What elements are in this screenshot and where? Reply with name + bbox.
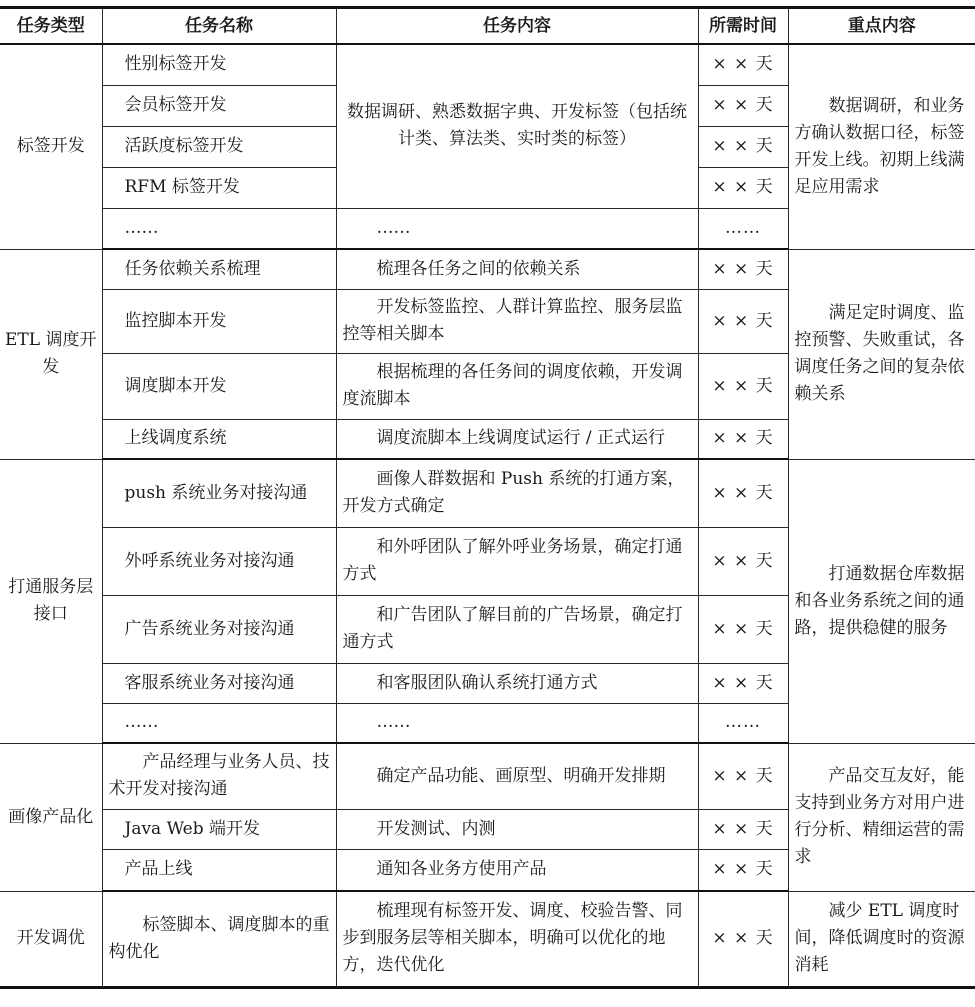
task-name-cell: RFM 标签开发 bbox=[102, 167, 336, 208]
task-name-cell: 活跃度标签开发 bbox=[102, 126, 336, 167]
task-content-cell: 和广告团队了解目前的广告场景，确定打通方式 bbox=[336, 595, 698, 663]
task-content-cell: …… bbox=[336, 208, 698, 249]
task-content-cell: 通知各业务方使用产品 bbox=[336, 849, 698, 891]
task-name-cell: 会员标签开发 bbox=[102, 85, 336, 126]
task-name-cell: push 系统业务对接沟通 bbox=[102, 459, 336, 527]
table-row bbox=[0, 891, 975, 987]
task-time-cell: × × 天 bbox=[698, 249, 788, 289]
task-time-cell: × × 天 bbox=[698, 126, 788, 167]
task-time-cell: × × 天 bbox=[698, 459, 788, 527]
task-name-cell: 监控脚本开发 bbox=[102, 289, 336, 353]
task-table bbox=[0, 6, 975, 989]
key-content-cell: 数据调研，和业务方确认数据口径，标签开发上线。初期上线满足应用需求 bbox=[788, 44, 975, 249]
task-content-cell: 梳理现有标签开发、调度、校验告警、同步到服务层等相关脚本，明确可以优化的地方，迭代优化 bbox=[336, 891, 698, 987]
task-content-cell: 数据调研、熟悉数据字典、开发标签（包括统计类、算法类、实时类的标签） bbox=[336, 44, 698, 208]
task-type-cell: 画像产品化 bbox=[0, 743, 102, 891]
task-time-cell: × × 天 bbox=[698, 595, 788, 663]
task-time-cell: × × 天 bbox=[698, 289, 788, 353]
task-time-cell: × × 天 bbox=[698, 809, 788, 849]
task-content-cell: 根据梳理的各任务间的调度依赖，开发调度流脚本 bbox=[336, 353, 698, 419]
key-content-cell: 减少 ETL 调度时间，降低调度时的资源消耗 bbox=[788, 891, 975, 987]
table-row bbox=[0, 249, 975, 289]
task-time-cell: × × 天 bbox=[698, 167, 788, 208]
task-name-cell: 调度脚本开发 bbox=[102, 353, 336, 419]
header-name: 任务名称 bbox=[102, 8, 336, 45]
task-content-cell: 确定产品功能、画原型、明确开发排期 bbox=[336, 743, 698, 809]
task-time-cell: …… bbox=[698, 208, 788, 249]
key-content-cell: 打通数据仓库数据和各业务系统之间的通路，提供稳健的服务 bbox=[788, 459, 975, 743]
task-name-cell: 性别标签开发 bbox=[102, 44, 336, 85]
task-content-cell: …… bbox=[336, 703, 698, 743]
task-time-cell: …… bbox=[698, 703, 788, 743]
task-name-cell: 外呼系统业务对接沟通 bbox=[102, 527, 336, 595]
task-type-cell: 标签开发 bbox=[0, 44, 102, 249]
task-time-cell: × × 天 bbox=[698, 419, 788, 459]
task-time-cell: × × 天 bbox=[698, 743, 788, 809]
task-time-cell: × × 天 bbox=[698, 353, 788, 419]
task-time-cell: × × 天 bbox=[698, 663, 788, 703]
task-time-cell: × × 天 bbox=[698, 891, 788, 987]
header-key: 重点内容 bbox=[788, 8, 975, 45]
task-name-cell: 任务依赖关系梳理 bbox=[102, 249, 336, 289]
task-name-cell: …… bbox=[102, 703, 336, 743]
task-type-cell: 打通服务层接口 bbox=[0, 459, 102, 743]
task-content-cell: 开发测试、内测 bbox=[336, 809, 698, 849]
task-time-cell: × × 天 bbox=[698, 849, 788, 891]
task-time-cell: × × 天 bbox=[698, 527, 788, 595]
task-time-cell: × × 天 bbox=[698, 85, 788, 126]
task-name-cell: 客服系统业务对接沟通 bbox=[102, 663, 336, 703]
table-row bbox=[0, 44, 975, 85]
task-name-cell: 上线调度系统 bbox=[102, 419, 336, 459]
key-content-cell: 满足定时调度、监控预警、失败重试，各调度任务之间的复杂依赖关系 bbox=[788, 249, 975, 459]
task-content-cell: 梳理各任务之间的依赖关系 bbox=[336, 249, 698, 289]
task-type-cell: ETL 调度开发 bbox=[0, 249, 102, 459]
task-content-cell: 和客服团队确认系统打通方式 bbox=[336, 663, 698, 703]
task-type-cell: 开发调优 bbox=[0, 891, 102, 987]
task-content-cell: 调度流脚本上线调度试运行 / 正式运行 bbox=[336, 419, 698, 459]
key-content-cell: 产品交互友好，能支持到业务方对用户进行分析、精细运营的需求 bbox=[788, 743, 975, 891]
header-type: 任务类型 bbox=[0, 8, 102, 45]
table-row bbox=[0, 459, 975, 527]
task-name-cell: 产品上线 bbox=[102, 849, 336, 891]
task-name-cell: Java Web 端开发 bbox=[102, 809, 336, 849]
task-name-cell: 标签脚本、调度脚本的重构优化 bbox=[102, 891, 336, 987]
task-content-cell: 开发标签监控、人群计算监控、服务层监控等相关脚本 bbox=[336, 289, 698, 353]
task-name-cell: 产品经理与业务人员、技术开发对接沟通 bbox=[102, 743, 336, 809]
task-name-cell: …… bbox=[102, 208, 336, 249]
task-time-cell: × × 天 bbox=[698, 44, 788, 85]
task-content-cell: 和外呼团队了解外呼业务场景，确定打通方式 bbox=[336, 527, 698, 595]
table-row bbox=[0, 743, 975, 809]
header-time: 所需时间 bbox=[698, 8, 788, 45]
task-name-cell: 广告系统业务对接沟通 bbox=[102, 595, 336, 663]
header-content: 任务内容 bbox=[336, 8, 698, 45]
header-row bbox=[0, 8, 975, 45]
task-content-cell: 画像人群数据和 Push 系统的打通方案，开发方式确定 bbox=[336, 459, 698, 527]
